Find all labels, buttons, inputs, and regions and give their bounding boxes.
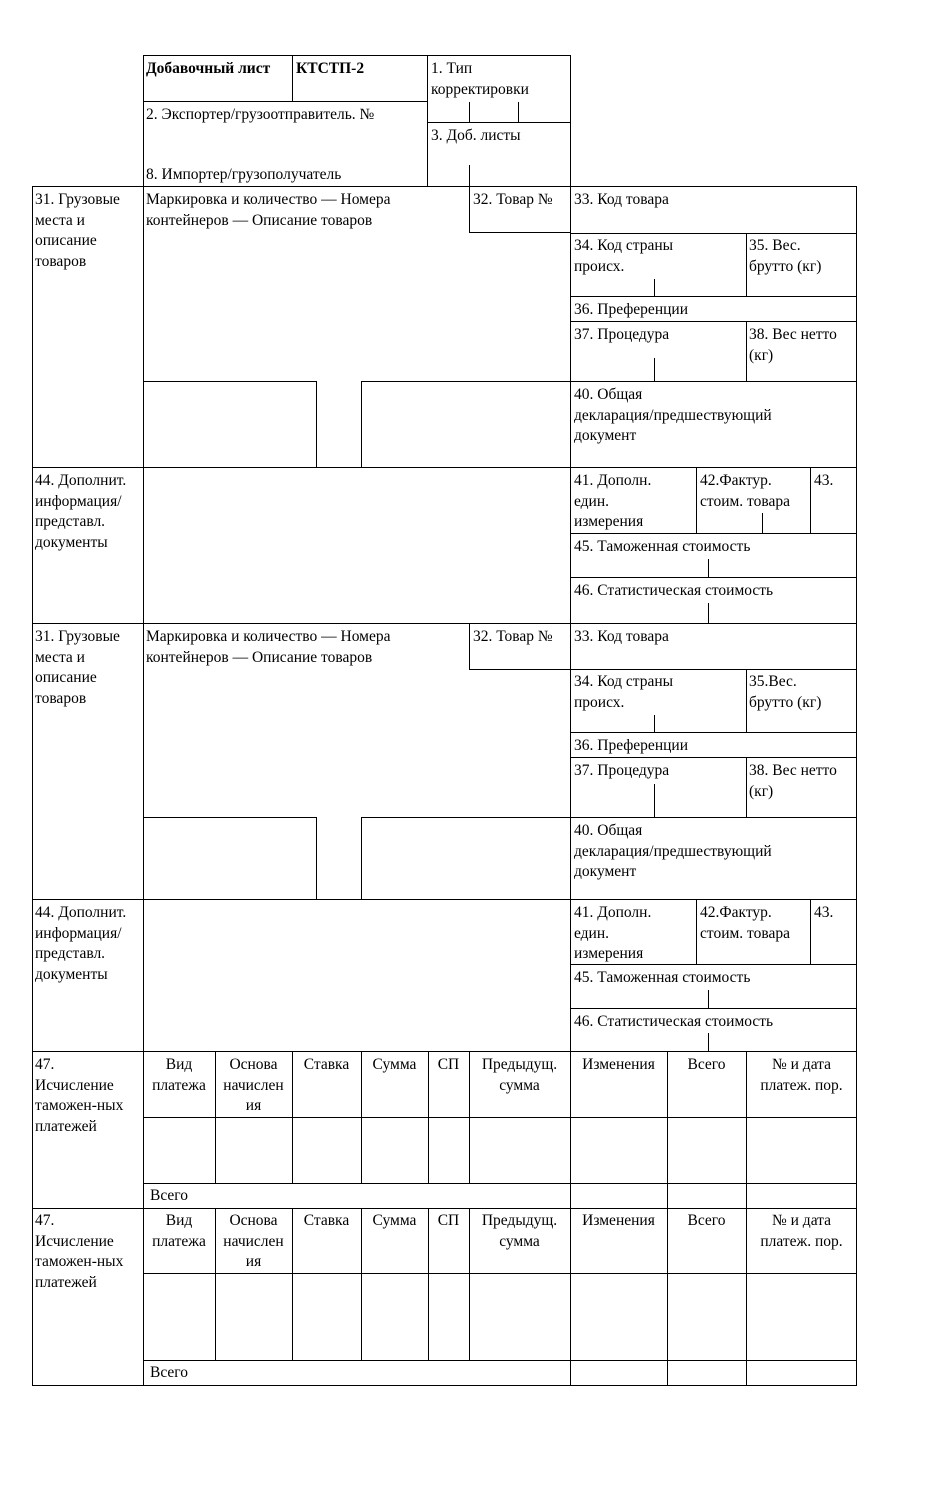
field-35-label: 35.Вес. брутто (кг) [749, 673, 822, 711]
field-44-content[interactable] [143, 899, 571, 1052]
field-43-label: 43. [814, 904, 834, 921]
field-46-label: 46. Статистическая стоимость [574, 1013, 774, 1030]
field-43-label: 43. [814, 472, 834, 489]
importer-label: 8. Импортер/грузополучатель [146, 166, 342, 183]
payments-col-header: Всего [687, 1212, 726, 1229]
field-45-divider [708, 990, 709, 1008]
payments-col-header: СП [437, 1212, 460, 1229]
payments-col-header: Сумма [372, 1056, 417, 1073]
payments-col-header: Вид платежа [152, 1056, 206, 1094]
payments-row-line [143, 1273, 857, 1274]
payments-col-header: Ставка [303, 1212, 350, 1229]
field-44-content[interactable] [143, 467, 571, 624]
field-34-divider [654, 715, 655, 733]
field-34-divider [654, 279, 655, 297]
field-46-label: 46. Статистическая стоимость [574, 582, 774, 599]
field-42-divider [762, 513, 763, 533]
field-37-divider [654, 784, 655, 818]
field-31-label: 31. Грузовые места и описание товаров [35, 628, 120, 707]
field-36-label: 36. Преференции [574, 301, 688, 318]
payments-col-header: Всего [687, 1056, 726, 1073]
field-31-label: 31. Грузовые места и описание товаров [35, 191, 120, 270]
field-46-divider [708, 1033, 709, 1051]
field-36-label: 36. Преференции [574, 737, 688, 754]
field-46-divider [708, 603, 709, 623]
field-37-label: 37. Процедура [574, 326, 670, 343]
payments-row-line [143, 1117, 857, 1118]
payments-col-header: Ставка [303, 1056, 350, 1073]
field-45-divider [708, 559, 709, 577]
payments-col-header: Предыдущ. сумма [481, 1212, 558, 1250]
payments-col-header: Основа начислен ия [223, 1056, 284, 1114]
field-1-divider [469, 102, 470, 122]
field-47-label: 47. Исчисление таможен-ных платежей [35, 1212, 124, 1291]
payments-col-header: Основа начислен ия [223, 1212, 284, 1270]
payments-col-header: Изменения [582, 1212, 655, 1229]
field-35-label: 35. Вес. брутто (кг) [749, 237, 822, 275]
field-38-label: 38. Вес нетто (кг) [749, 326, 837, 364]
payments-col-header: Предыдущ. сумма [481, 1056, 558, 1094]
field-44-label: 44. Дополнит. информация/ представл. документы [35, 472, 127, 551]
field-37-divider [654, 358, 655, 382]
field-47-label: 47. Исчисление таможен-ных платежей [35, 1056, 124, 1135]
marking-label: Маркировка и количество — Номера контейнеров — Описание товаров [146, 628, 391, 666]
marking-subcell-left[interactable] [143, 381, 317, 468]
field-38-label: 38. Вес нетто (кг) [749, 762, 837, 800]
field-1-divider [518, 102, 519, 122]
field-33-label: 33. Код товара [574, 628, 669, 645]
payments-total-label: Всего [150, 1364, 189, 1381]
field-42-label: 42.Фактур. стоим. товара [700, 472, 790, 510]
field-45-label: 45. Таможенная стоимость [574, 538, 751, 555]
payments-row-line [143, 1183, 857, 1184]
field-33-label: 33. Код товара [574, 191, 669, 208]
payments-col-header: СП [437, 1056, 460, 1073]
exporter-label: 2. Экспортер/грузоотправитель. № [146, 106, 375, 123]
field-45-label: 45. Таможенная стоимость [574, 969, 751, 986]
marking-subcell-right[interactable] [361, 817, 571, 900]
payments-total-label: Всего [150, 1187, 189, 1204]
marking-subcell-left[interactable] [143, 817, 317, 900]
field-41-label: 41. Дополн. един. измерения [574, 472, 652, 530]
field-42-label: 42.Фактур. стоим. товара [700, 904, 790, 942]
field-3-label: 3. Доб. листы [431, 127, 521, 144]
payments-col-header: Вид платежа [152, 1212, 206, 1250]
marking-subcell-right[interactable] [361, 381, 571, 468]
payments-col-header: № и дата платеж. пор. [760, 1212, 843, 1250]
header-title: Добавочный лист [146, 60, 271, 77]
field-32-label: 32. Товар № [473, 191, 553, 208]
field-40-label: 40. Общая декларация/предшествующий документ [574, 822, 772, 880]
form-code: КТСТП-2 [296, 60, 365, 77]
field-34-label: 34. Код страны происх. [574, 673, 674, 711]
field-34-label: 34. Код страны происх. [574, 237, 674, 275]
field-40-label: 40. Общая декларация/предшествующий документ [574, 386, 772, 444]
payments-row-line [143, 1360, 857, 1361]
field-3-divider [469, 165, 470, 187]
payments-col-header: № и дата платеж. пор. [760, 1056, 843, 1094]
marking-label: Маркировка и количество — Номера контейнеров — Описание товаров [146, 191, 391, 229]
field-1-label: 1. Тип корректировки [431, 60, 529, 98]
field-41-label: 41. Дополн. един. измерения [574, 904, 652, 962]
payments-col-header: Сумма [372, 1212, 417, 1229]
field-44-label: 44. Дополнит. информация/ представл. документы [35, 904, 127, 983]
payments-col-header: Изменения [582, 1056, 655, 1073]
field-32-label: 32. Товар № [473, 628, 553, 645]
field-37-label: 37. Процедура [574, 762, 670, 779]
